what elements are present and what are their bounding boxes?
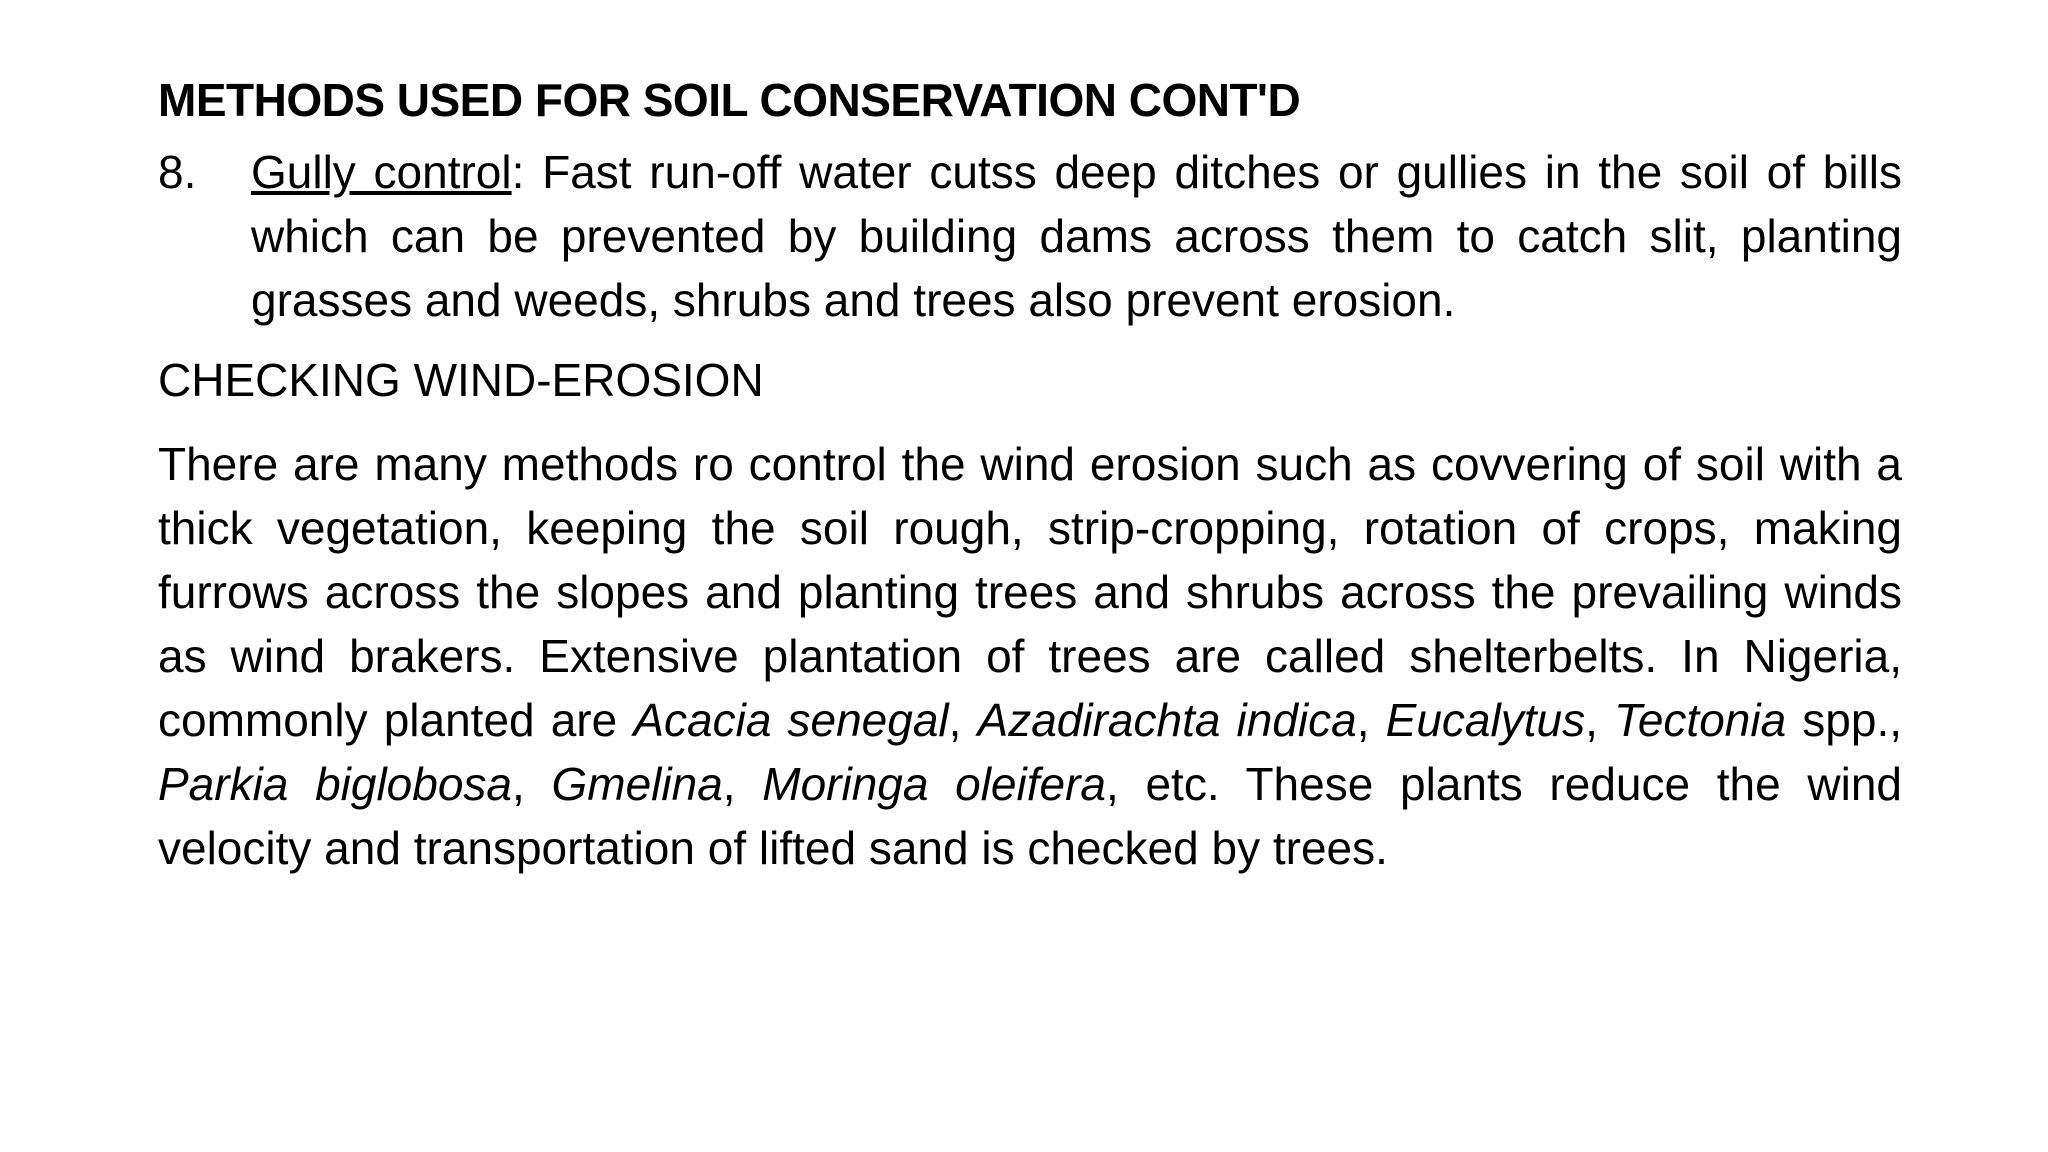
species-acacia: Acacia senegal — [633, 694, 949, 746]
separator: , — [1585, 694, 1614, 746]
spp-text: spp., — [1786, 694, 1903, 746]
list-item-number: 8. — [158, 146, 197, 198]
wind-erosion-paragraph — [158, 432, 1902, 880]
separator: , — [722, 758, 763, 810]
species-moringa: Moringa oleifera — [762, 758, 1106, 810]
slide-title: METHODS USED FOR SOIL CONSERVATION CONT'D — [158, 74, 1301, 126]
list-item-colon: : — [511, 146, 525, 198]
paragraph-outro: , etc. These plants reduce the wind velocity and transportation of lifted sand is checked by trees. — [158, 758, 1903, 874]
list-item-description: Fast run-off water cutss deep ditches or gullies in the soil of bills which can be prevented by building dams across them to catch slit, planting grasses and weeds, shrubs and trees also prevent erosion. — [251, 146, 1903, 326]
species-tectonia: Tectonia — [1613, 694, 1787, 746]
list-item-term: Gully control — [251, 146, 512, 198]
separator: , — [1356, 694, 1386, 746]
paragraph-intro: There are many methods ro control the wind erosion such as covvering of soil with a thick vegetation, keeping the soil rough, strip-cropping, rotation of crops, making furrows across the slopes and planting trees and shrubs across the prevailing winds as wind brakers. Extensive plantation of trees are called shelterbelts. In Nigeria, commonly planted are — [158, 438, 1902, 746]
species-eucalytus: Eucalytus — [1385, 694, 1586, 746]
list-item-text-block — [251, 140, 1902, 332]
species-parkia: Parkia biglobosa — [158, 758, 513, 810]
slide-content — [158, 68, 1902, 1108]
list-item-gully-control — [158, 140, 1902, 332]
section-subheading: CHECKING WIND-EROSION — [158, 354, 764, 406]
species-gmelina: Gmelina — [551, 758, 723, 810]
separator: , — [948, 694, 978, 746]
separator: , — [512, 758, 552, 810]
species-azadirachta: Azadirachta indica — [977, 694, 1357, 746]
